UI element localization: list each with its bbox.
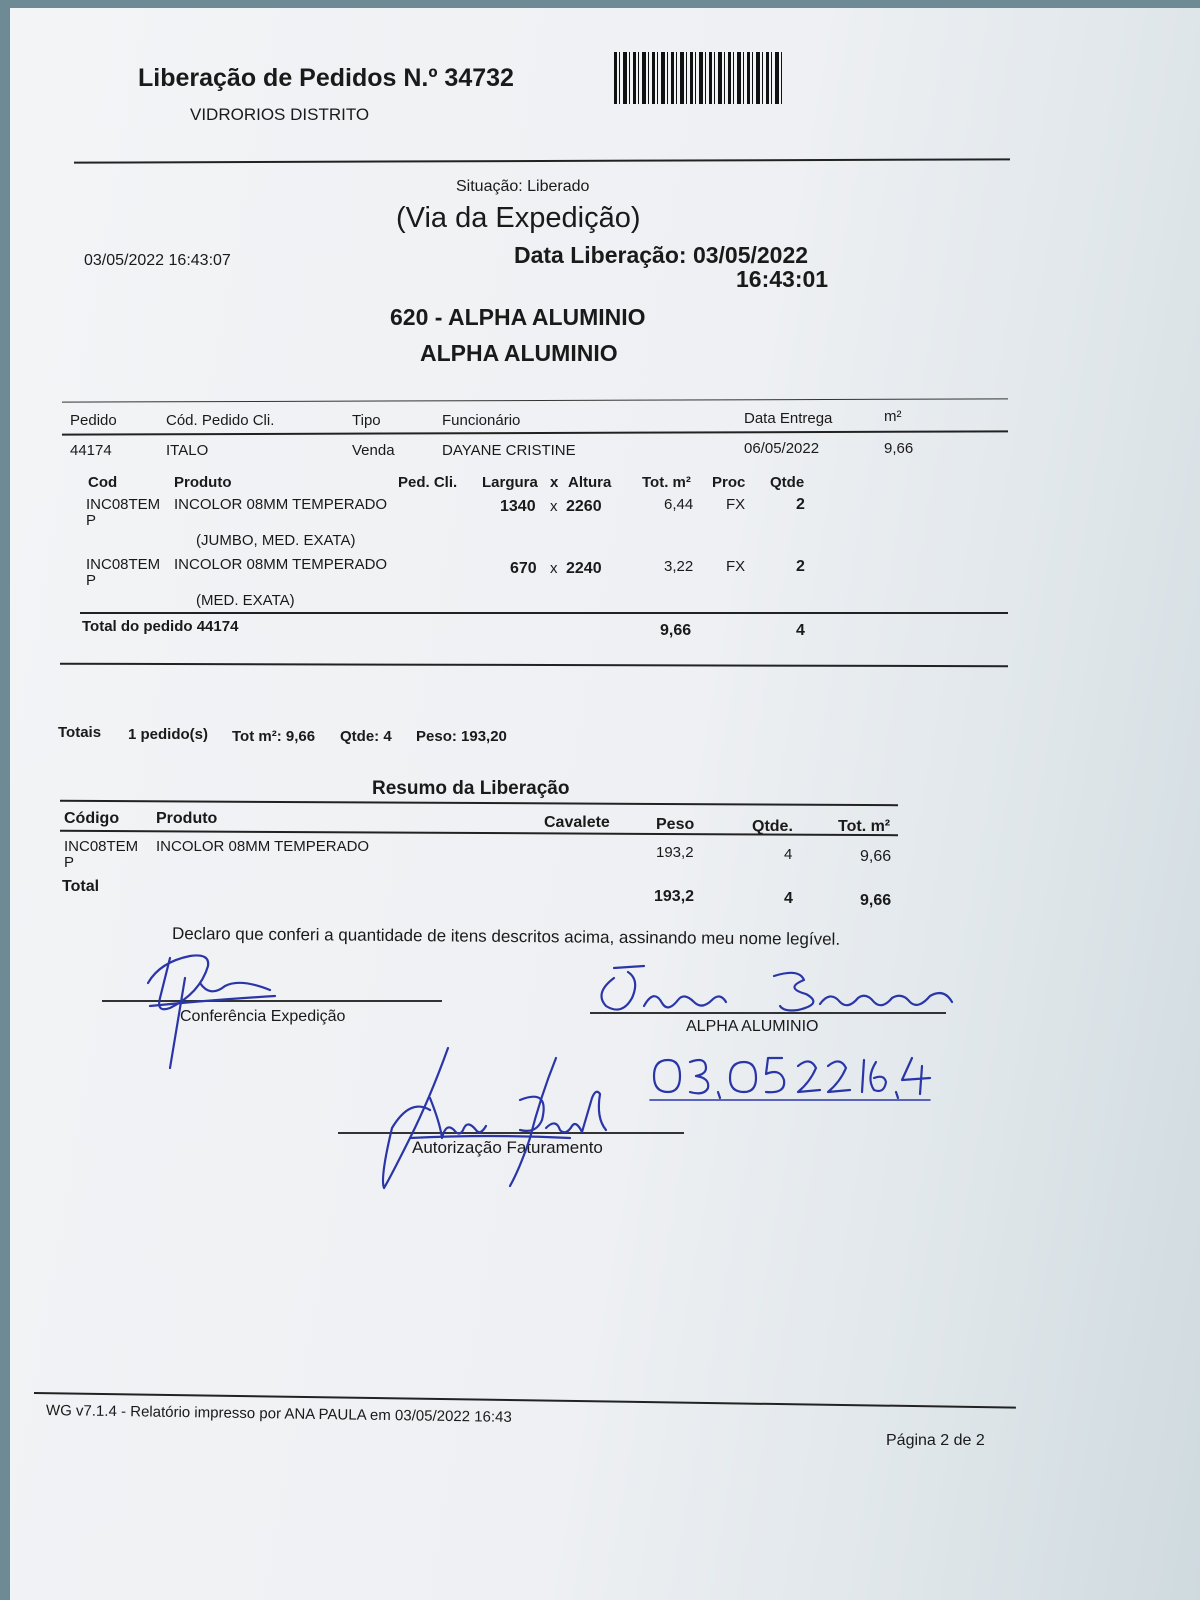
item-qtde: 2 [796,558,805,575]
summary-qtde: 4 [784,846,793,863]
col-cod-pedido-cli: Cód. Pedido Cli. [166,412,275,429]
summary-top-line [60,800,898,806]
tipo-value: Venda [352,442,395,459]
handwritten-date [640,1048,940,1104]
data-entrega-value: 06/05/2022 [744,440,820,457]
header-divider [74,158,1010,163]
summary-cod: INC08TEM [64,838,139,855]
footer-report-info: WG v7.1.4 - Relatório impresso por ANA PAULA em 03/05/2022 16:43 [45,1402,512,1426]
item-obs: (JUMBO, MED. EXATA) [196,532,356,549]
item-tot-m2: 6,44 [664,496,694,513]
funcionario-value: DAYANE CRISTINE [442,442,576,459]
order-total-m2: 9,66 [660,622,692,639]
item-cod-cont: P [86,512,97,529]
col-qtde: Qtde [770,474,805,491]
col-data-entrega: Data Entrega [744,410,833,427]
faturamento-signature [370,1038,620,1198]
document-page [10,8,1200,1600]
expedicao-signature-label: Conferência Expedição [180,1008,346,1025]
item-cod-cont: P [86,572,97,589]
col-proc: Proc [712,474,746,491]
summary-col-m2: Tot. m² [838,818,891,835]
printed-timestamp: 03/05/2022 16:43:07 [84,252,231,269]
m2-value: 9,66 [884,440,914,457]
totals-pedidos: 1 pedido(s) [128,726,209,743]
col-cod: Cod [88,474,118,491]
order-table-bottom-line [60,663,1008,667]
item-proc: FX [726,558,746,575]
client-code-name: 620 - ALPHA ALUMINIO [390,304,646,330]
client-name: ALPHA ALUMINIO [420,340,618,366]
item-altura: 2240 [566,560,602,577]
item-largura: 1340 [500,498,536,515]
totals-peso: Peso: 193,20 [416,728,507,745]
item-cod: INC08TEM [86,556,161,573]
release-date: Data Liberação: 03/05/2022 [514,242,809,268]
item-proc: FX [726,496,746,513]
client-signature [584,958,964,1028]
client-signature-label: ALPHA ALUMINIO [686,1018,819,1035]
document-title: Liberação de Pedidos N.º 34732 [138,64,514,92]
col-m2: m² [884,408,902,425]
order-total-label: Total do pedido 44174 [82,618,239,635]
order-header-line [62,430,1008,435]
col-produto: Produto [174,474,232,491]
via-label: (Via da Expedição) [396,202,641,234]
col-tot-m2: Tot. m² [642,474,691,491]
item-obs: (MED. EXATA) [196,592,295,609]
totals-label: Totais [58,724,102,741]
order-total-line [80,612,1008,614]
col-tipo: Tipo [352,412,381,429]
release-time: 16:43:01 [736,266,829,292]
item-altura: 2260 [566,498,602,515]
item-cod: INC08TEM [86,496,161,513]
item-qtde: 2 [796,496,805,513]
item-produto: INCOLOR 08MM TEMPERADO [174,496,388,513]
summary-col-peso: Peso [656,816,695,833]
summary-col-produto: Produto [156,810,218,827]
barcode [614,52,782,104]
col-funcionario: Funcionário [442,412,521,429]
pedido-value: 44174 [70,442,112,459]
summary-total-label: Total [62,878,100,895]
page-number: Página 2 de 2 [886,1432,985,1449]
summary-col-qtde: Qtde. [752,818,793,835]
col-altura: Altura [568,474,612,491]
item-x: x [550,498,558,515]
summary-total-qtde: 4 [784,890,793,907]
summary-total-peso: 193,2 [654,888,695,905]
col-pedido: Pedido [70,412,117,429]
col-x: x [550,474,559,491]
declaration-text: Declaro que conferi a quantidade de itens descritos acima, assinando meu nome legível. [171,924,841,949]
item-x: x [550,560,558,577]
summary-produto: INCOLOR 08MM TEMPERADO [156,838,370,855]
cod-pedido-cli-value: ITALO [166,442,209,459]
status-label: Situação: Liberado [456,178,590,195]
expedicao-signature [130,938,290,1078]
totals-m2: Tot m²: 9,66 [232,728,316,745]
order-table-top-line [62,398,1008,402]
summary-col-codigo: Código [64,810,120,827]
summary-peso: 193,2 [656,844,694,861]
summary-cod-cont: P [64,854,75,871]
col-ped-cli: Ped. Cli. [398,474,458,491]
summary-m2: 9,66 [860,848,892,865]
summary-col-cavalete: Cavalete [544,814,610,831]
col-largura: Largura [482,474,538,491]
item-largura: 670 [510,560,537,577]
order-total-qtde: 4 [796,622,805,639]
item-tot-m2: 3,22 [664,558,694,575]
summary-title: Resumo da Liberação [372,778,570,799]
summary-total-m2: 9,66 [860,892,892,909]
company-name: VIDRORIOS DISTRITO [190,105,370,124]
item-produto: INCOLOR 08MM TEMPERADO [174,556,388,573]
faturamento-signature-label: Autorização Faturamento [412,1138,603,1157]
totals-qtde: Qtde: 4 [340,728,392,745]
